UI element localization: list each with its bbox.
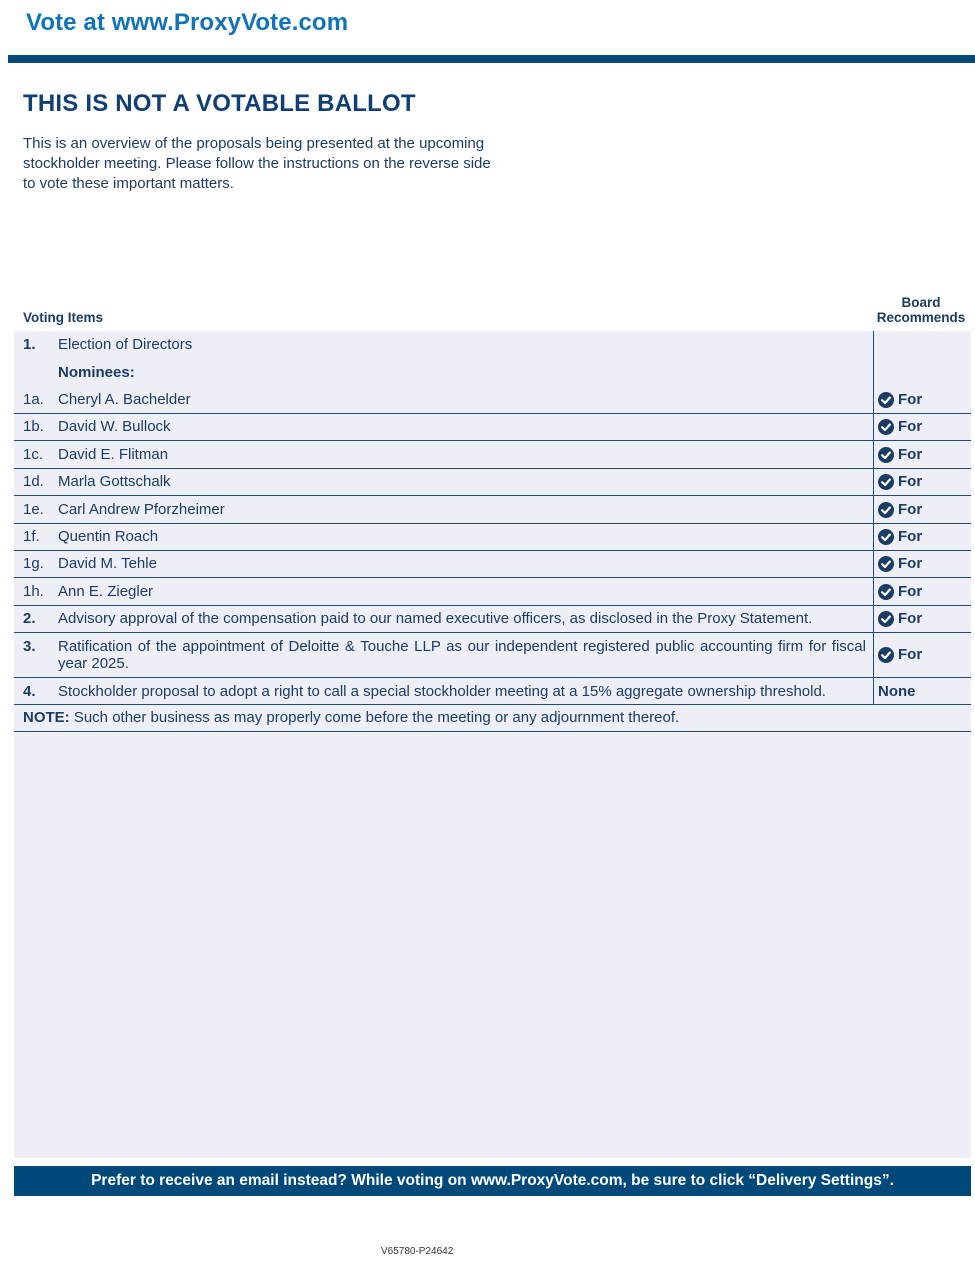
check-circle-icon: [878, 502, 894, 518]
note-text: [23, 709, 679, 726]
proposal-3-recommendation: [878, 646, 922, 663]
board-recommends-header: [872, 295, 970, 325]
recommendation-value: For: [898, 555, 923, 572]
note-body: Such other business as may properly come before the meeting or any adjournment thereof.: [69, 709, 680, 726]
nominee-number: 1e.: [23, 501, 44, 518]
nominee-recommendation: [878, 418, 922, 435]
nominee-number: 1a.: [23, 391, 44, 408]
nominee-recommendation: [878, 501, 922, 518]
board-header-line2: Recommends: [876, 310, 966, 325]
header-divider: [8, 55, 975, 63]
nominee-name: David W. Bullock: [58, 418, 171, 435]
item-number: 1.: [23, 336, 36, 353]
proposal-2-recommendation: [878, 610, 922, 627]
nominee-recommendation: [878, 391, 922, 408]
document-code: V65780-P24642: [381, 1246, 454, 1257]
recommendation-value: For: [898, 473, 923, 490]
row-divider: [14, 550, 971, 551]
check-circle-icon: [878, 474, 894, 490]
header-title: Vote at www.ProxyVote.com: [26, 9, 349, 36]
row-divider: [14, 413, 971, 414]
nominee-name: Cheryl A. Bachelder: [58, 391, 191, 408]
recommendation-value: None: [878, 683, 916, 700]
nominee-recommendation: [878, 555, 922, 572]
recommendation-value: For: [898, 528, 923, 545]
proposal-2-text: Advisory approval of the compensation paid to our named executive officers, as disclosed in the Proxy Statement.: [58, 610, 813, 627]
ballot-heading: THIS IS NOT A VOTABLE BALLOT: [23, 90, 416, 117]
row-divider: [14, 704, 971, 705]
voting-items-header: Voting Items: [23, 310, 104, 325]
nominee-recommendation: [878, 473, 922, 490]
nominee-name: Marla Gottschalk: [58, 473, 171, 490]
check-circle-icon: [878, 529, 894, 545]
item-number: 3.: [23, 638, 36, 655]
proposal-4-text: Stockholder proposal to adopt a right to call a special stockholder meeting at a 15% aggregate ownership threshold.: [58, 683, 826, 700]
intro-text: This is an overview of the proposals being presented at the upcoming stockholder meeting. Please follow the instructions on the reverse side to vote these important matters.: [23, 135, 491, 192]
recommendation-value: For: [898, 446, 923, 463]
note-label: NOTE:: [23, 709, 70, 726]
nominee-recommendation: [878, 583, 922, 600]
row-divider: [14, 577, 971, 578]
recommendation-value: For: [898, 610, 923, 627]
nominee-name: Carl Andrew Pforzheimer: [58, 501, 225, 518]
item-number: 4.: [23, 683, 36, 700]
recommendation-value: For: [898, 646, 923, 663]
email-delivery-banner: Prefer to receive an email instead? While voting on www.ProxyVote.com, be sure to click “Delivery Settings”.: [14, 1166, 971, 1196]
nominee-number: 1c.: [23, 446, 44, 463]
row-divider: [14, 605, 971, 606]
nominee-name: Ann E. Ziegler: [58, 583, 154, 600]
check-circle-icon: [878, 647, 894, 663]
recommendation-value: For: [898, 418, 923, 435]
item-number: 2.: [23, 610, 36, 627]
row-divider: [14, 468, 971, 469]
board-header-line1: Board: [901, 295, 941, 310]
check-circle-icon: [878, 556, 894, 572]
row-divider: [14, 731, 971, 732]
nominee-name: David E. Flitman: [58, 446, 169, 463]
row-divider: [14, 632, 971, 633]
recommendation-value: For: [898, 501, 923, 518]
proposal-3-text: Ratification of the appointment of Deloitte & Touche LLP as our independent registered public accounting firm for fiscal year 2025.: [58, 638, 866, 672]
check-circle-icon: [878, 392, 894, 408]
check-circle-icon: [878, 584, 894, 600]
row-divider: [14, 495, 971, 496]
nominee-name: David M. Tehle: [58, 555, 157, 572]
recommendation-value: For: [898, 391, 923, 408]
proposal-4-recommendation: [878, 683, 916, 700]
nominee-number: 1b.: [23, 418, 44, 435]
check-circle-icon: [878, 611, 894, 627]
check-circle-icon: [878, 447, 894, 463]
election-label: Election of Directors: [58, 336, 193, 353]
nominee-name: Quentin Roach: [58, 528, 159, 545]
row-divider: [14, 440, 971, 441]
nominees-label: Nominees:: [58, 364, 135, 381]
check-circle-icon: [878, 419, 894, 435]
nominee-number: 1d.: [23, 473, 44, 490]
nominee-recommendation: [878, 528, 922, 545]
nominee-number: 1f.: [23, 528, 40, 545]
recommendation-value: For: [898, 583, 923, 600]
row-divider: [14, 523, 971, 524]
nominee-recommendation: [878, 446, 922, 463]
nominee-number: 1h.: [23, 583, 44, 600]
recommendation-column-divider: [873, 331, 874, 705]
row-divider: [14, 677, 971, 678]
nominee-number: 1g.: [23, 555, 44, 572]
